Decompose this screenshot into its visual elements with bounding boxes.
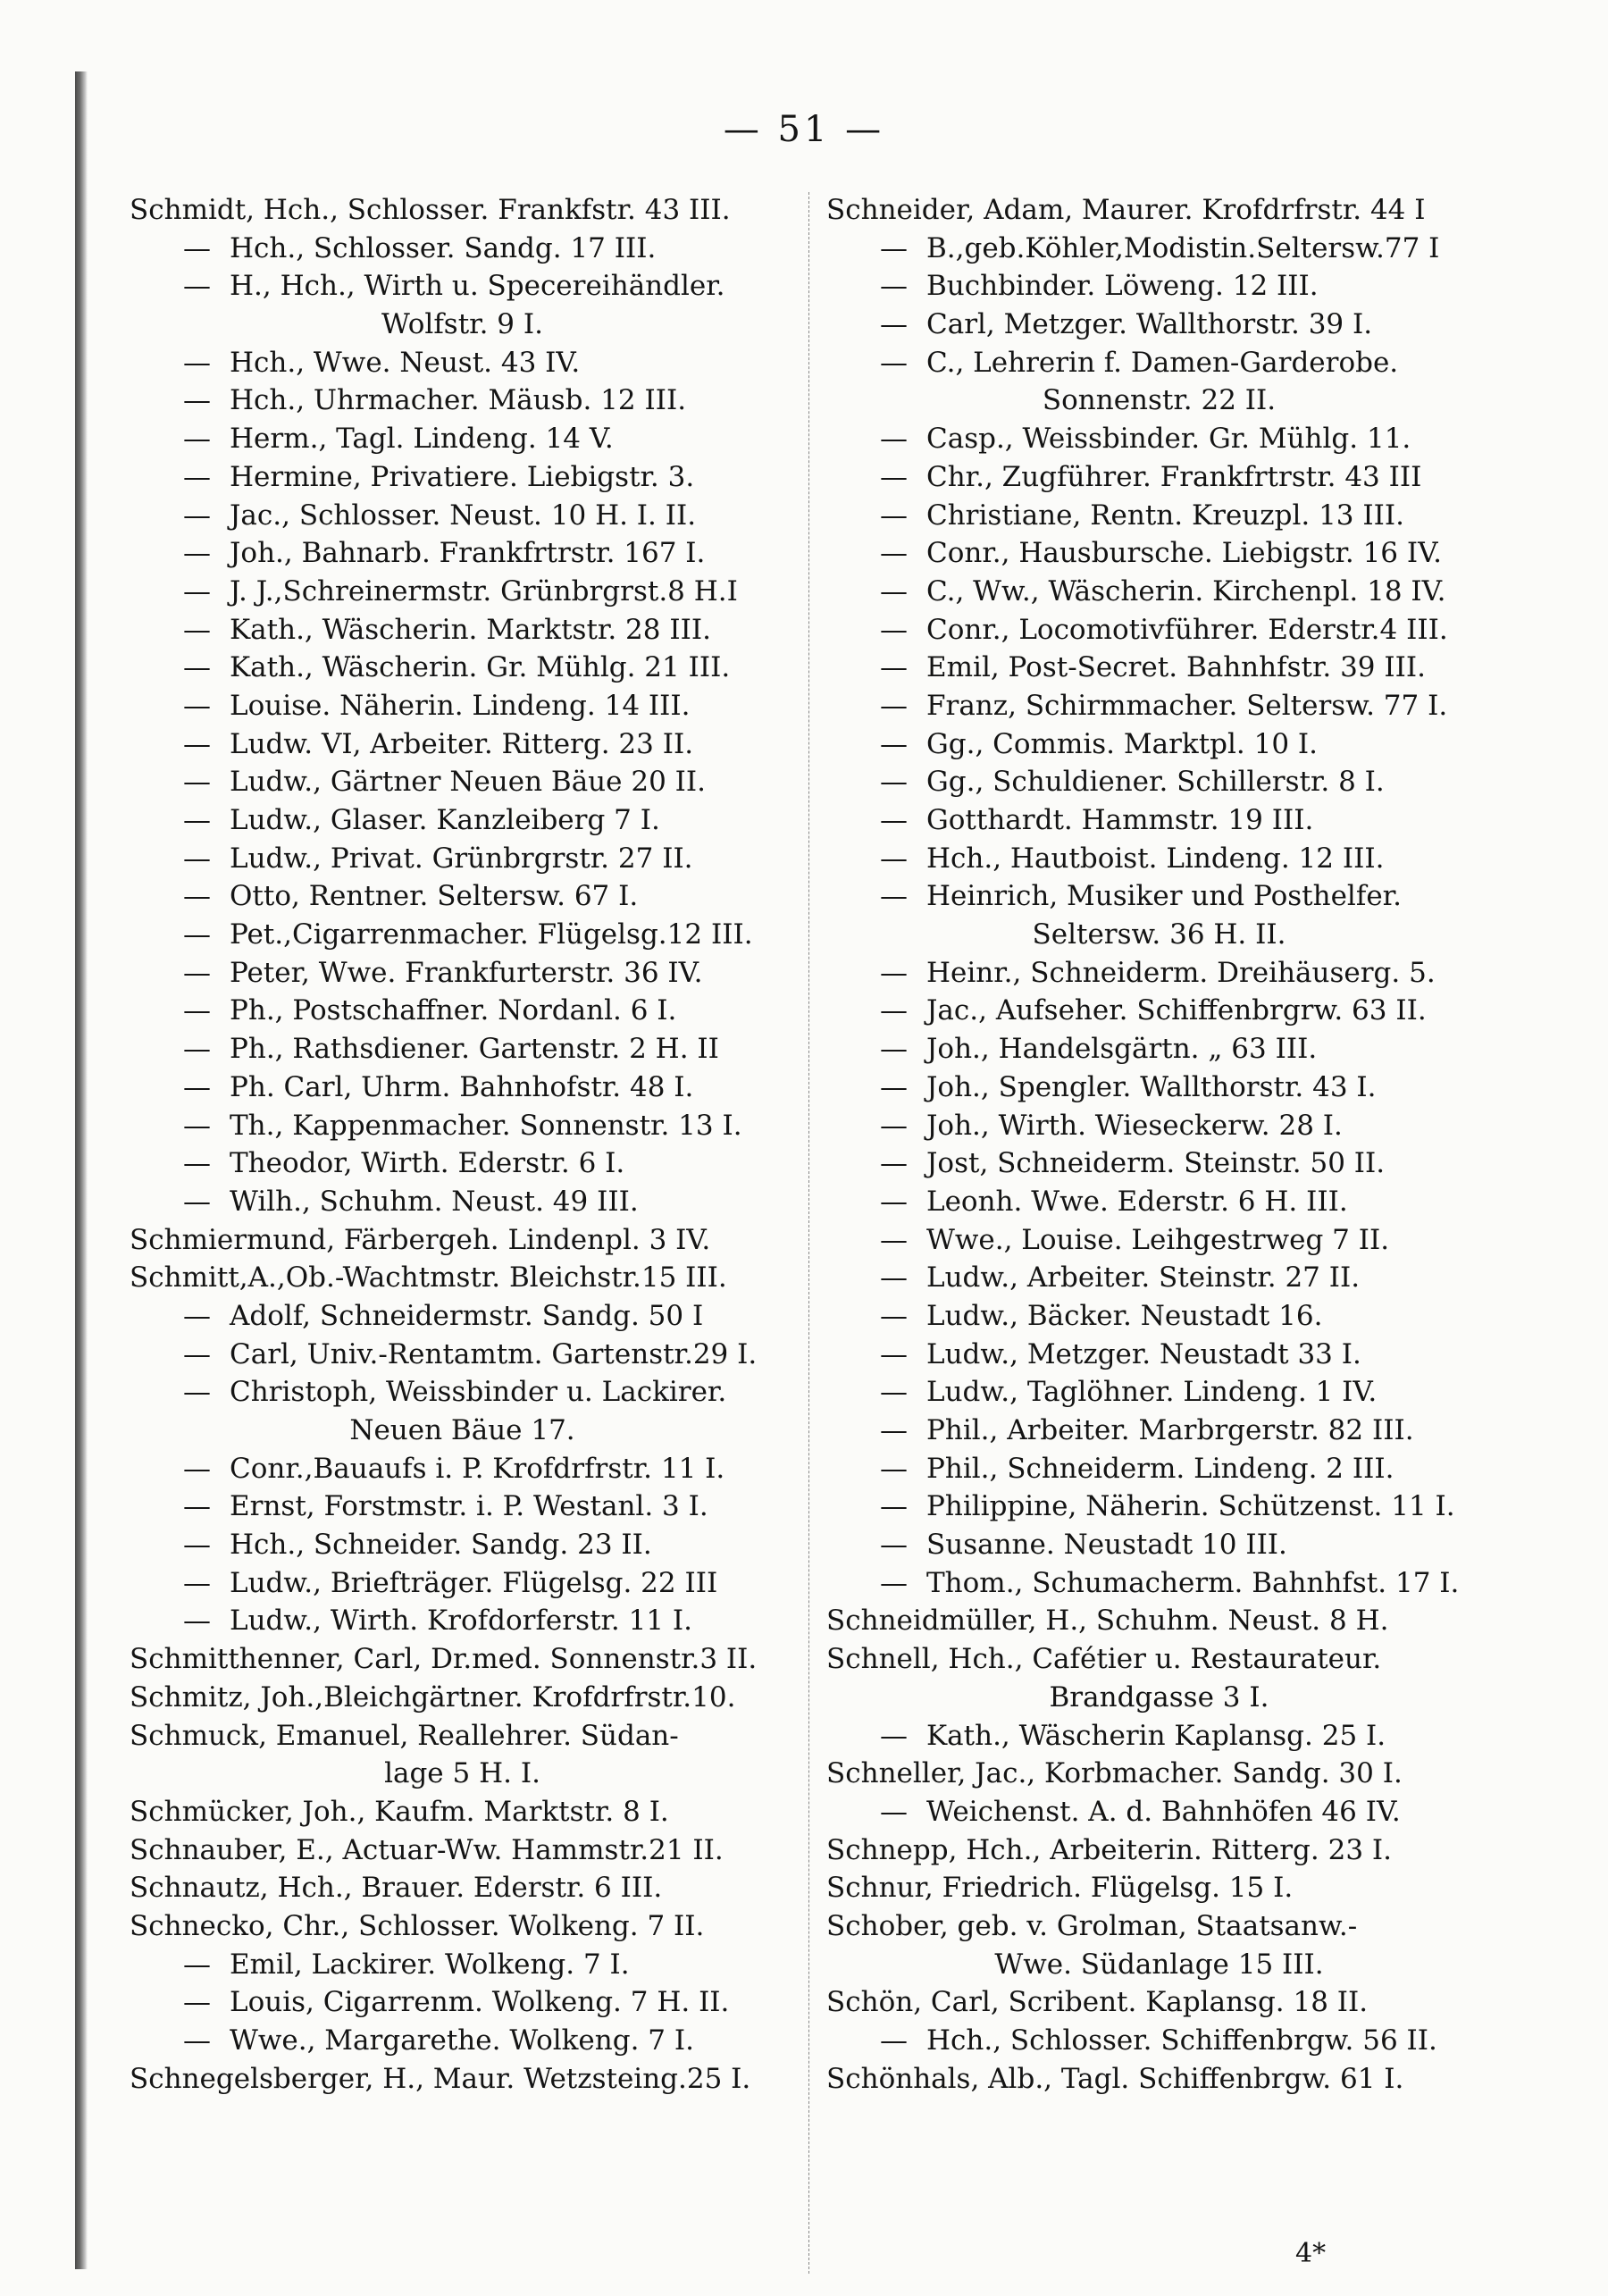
directory-entry bbox=[826, 1831, 1492, 1870]
ditto-dash bbox=[183, 992, 230, 1030]
ditto-dash bbox=[880, 725, 926, 764]
ditto-dash bbox=[183, 1983, 230, 2022]
entry-text: Ludw., Glaser. Kanzleiberg 7 I. bbox=[230, 804, 660, 836]
ditto-dash bbox=[183, 877, 230, 916]
directory-entry bbox=[826, 1907, 1492, 1946]
entry-text: Emil, Post-Secret. Bahnhfstr. 39 III. bbox=[926, 651, 1426, 684]
directory-subentry bbox=[130, 1450, 795, 1488]
ditto-dash bbox=[880, 763, 926, 801]
entry-text: Schneidmüller, H., Schuhm. Neust. 8 H. bbox=[826, 1605, 1389, 1638]
directory-subentry bbox=[826, 534, 1492, 573]
directory-subentry bbox=[826, 1144, 1492, 1183]
entry-text: Joh., Spengler. Wallthorstr. 43 I. bbox=[926, 1070, 1377, 1103]
directory-entry bbox=[130, 1869, 795, 1907]
ditto-dash bbox=[880, 1412, 926, 1450]
entry-text: Conr., Hausbursche. Liebigstr. 16 IV. bbox=[926, 537, 1442, 570]
entry-text: Wwe. Südanlage 15 III. bbox=[994, 1948, 1324, 1981]
ditto-dash bbox=[880, 1526, 926, 1564]
ditto-dash bbox=[183, 458, 230, 497]
ditto-dash bbox=[183, 1030, 230, 1068]
directory-continuation bbox=[826, 1679, 1492, 1717]
directory-subentry bbox=[826, 1221, 1492, 1260]
entry-text: Ph., Rathsdiener. Gartenstr. 2 H. II bbox=[230, 1033, 719, 1066]
entry-text: Schmitz, Joh.,Bleichgärtner. Krofdrfrstr.10. bbox=[130, 1680, 736, 1714]
directory-subentry bbox=[826, 801, 1492, 840]
entry-text: Schober, geb. v. Grolman, Staatsanw.- bbox=[826, 1909, 1358, 1942]
entry-text: Gg., Schuldiener. Schillerstr. 8 I. bbox=[926, 766, 1385, 799]
directory-subentry bbox=[130, 458, 795, 497]
directory-entry bbox=[130, 2060, 795, 2099]
directory-subentry bbox=[826, 725, 1492, 764]
ditto-dash bbox=[183, 687, 230, 725]
directory-subentry bbox=[130, 344, 795, 382]
ditto-dash bbox=[880, 1221, 926, 1260]
ditto-dash bbox=[880, 2022, 926, 2060]
ditto-dash bbox=[880, 954, 926, 993]
entry-text: Franz, Schirmmacher. Seltersw. 77 I. bbox=[926, 689, 1448, 722]
ditto-dash bbox=[183, 1946, 230, 1984]
directory-entry bbox=[130, 1907, 795, 1946]
right-column bbox=[826, 191, 1492, 2098]
ditto-dash bbox=[880, 1793, 926, 1831]
ditto-dash bbox=[183, 381, 230, 420]
directory-subentry bbox=[130, 1487, 795, 1526]
directory-subentry bbox=[130, 1983, 795, 2022]
entry-text: Carl, Metzger. Wallthorstr. 39 I. bbox=[926, 308, 1373, 341]
ditto-dash bbox=[183, 344, 230, 382]
entry-text: Conr.,Bauaufs i. P. Krofdrfrstr. 11 I. bbox=[230, 1452, 725, 1485]
ditto-dash bbox=[183, 1297, 230, 1336]
entry-text: Schnegelsberger, H., Maur. Wetzsteing.25 I. bbox=[130, 2062, 751, 2095]
directory-continuation bbox=[826, 381, 1492, 420]
entry-text: Gg., Commis. Marktpl. 10 I. bbox=[926, 727, 1319, 760]
ditto-dash bbox=[880, 1068, 926, 1107]
entry-text: Hermine, Privatiere. Liebigstr. 3. bbox=[230, 460, 695, 493]
directory-subentry bbox=[130, 725, 795, 764]
directory-subentry bbox=[130, 1373, 795, 1412]
directory-subentry bbox=[826, 1336, 1492, 1374]
directory-subentry bbox=[826, 1107, 1492, 1145]
directory-subentry bbox=[826, 1373, 1492, 1412]
entry-text: Chr., Zugführer. Frankfrtrstr. 43 III bbox=[926, 460, 1422, 493]
entry-text: Peter, Wwe. Frankfurterstr. 36 IV. bbox=[230, 956, 703, 989]
entry-text: Hch., Hautboist. Lindeng. 12 III. bbox=[926, 842, 1385, 875]
ditto-dash bbox=[880, 877, 926, 916]
entry-text: Hch., Wwe. Neust. 43 IV. bbox=[230, 346, 581, 379]
directory-subentry bbox=[826, 1487, 1492, 1526]
entry-text: Ludw., Metzger. Neustadt 33 I. bbox=[926, 1337, 1361, 1370]
directory-subentry bbox=[130, 1602, 795, 1640]
entry-text: Conr., Locomotivführer. Ederstr.4 III. bbox=[926, 613, 1448, 646]
entry-text: Ludw., Gärtner Neuen Bäue 20 II. bbox=[230, 766, 706, 799]
entry-text: Th., Kappenmacher. Sonnenstr. 13 I. bbox=[230, 1109, 742, 1142]
ditto-dash bbox=[880, 1259, 926, 1297]
entry-text: Susanne. Neustadt 10 III. bbox=[926, 1529, 1287, 1562]
directory-entry bbox=[826, 1983, 1492, 2022]
directory-subentry bbox=[130, 1144, 795, 1183]
directory-subentry bbox=[826, 1717, 1492, 1756]
entry-text: Hch., Schlosser. Schiffenbrgw. 56 II. bbox=[926, 2024, 1437, 2057]
entry-text: Gotthardt. Hammstr. 19 III. bbox=[926, 804, 1314, 836]
directory-subentry bbox=[826, 573, 1492, 611]
directory-subentry bbox=[826, 687, 1492, 725]
entry-text: Emil, Lackirer. Wolkeng. 7 I. bbox=[230, 1948, 630, 1981]
directory-subentry bbox=[826, 877, 1492, 916]
directory-subentry bbox=[130, 763, 795, 801]
ditto-dash bbox=[183, 1373, 230, 1412]
entry-text: Ph. Carl, Uhrm. Bahnhofstr. 48 I. bbox=[230, 1070, 694, 1103]
entry-text: Phil., Schneiderm. Lindeng. 2 III. bbox=[926, 1452, 1394, 1485]
ditto-dash bbox=[183, 801, 230, 840]
entry-text: Ludw., Taglöhner. Lindeng. 1 IV. bbox=[926, 1376, 1378, 1409]
directory-subentry bbox=[826, 1793, 1492, 1831]
entry-text: Schönhals, Alb., Tagl. Schiffenbrgw. 61 I. bbox=[826, 2062, 1404, 2095]
entry-text: Carl, Univ.-Rentamtm. Gartenstr.29 I. bbox=[230, 1337, 758, 1370]
directory-subentry bbox=[826, 2022, 1492, 2060]
ditto-dash bbox=[880, 573, 926, 611]
directory-continuation bbox=[130, 1412, 795, 1450]
directory-subentry bbox=[130, 267, 795, 306]
signature-mark: 4* bbox=[1295, 2238, 1327, 2269]
directory-entry bbox=[130, 1640, 795, 1679]
ditto-dash bbox=[183, 573, 230, 611]
directory-subentry bbox=[826, 840, 1492, 878]
ditto-dash bbox=[183, 1144, 230, 1183]
ditto-dash bbox=[880, 344, 926, 382]
directory-subentry bbox=[130, 573, 795, 611]
entry-text: Schmitthenner, Carl, Dr.med. Sonnenstr.3 II. bbox=[130, 1643, 758, 1676]
entry-text: Schnauber, E., Actuar-Ww. Hammstr.21 II. bbox=[130, 1833, 724, 1866]
directory-subentry bbox=[130, 1297, 795, 1336]
directory-subentry bbox=[826, 1564, 1492, 1603]
entry-text: Ludw., Wirth. Krofdorferstr. 11 I. bbox=[230, 1605, 692, 1638]
entry-text: Joh., Handelsgärtn. „ 63 III. bbox=[926, 1033, 1318, 1066]
entry-text: Hch., Schneider. Sandg. 23 II. bbox=[230, 1529, 652, 1562]
entry-text: Kath., Wäscherin Kaplansg. 25 I. bbox=[926, 1719, 1386, 1752]
entry-text: Schmücker, Joh., Kaufm. Marktstr. 8 I. bbox=[130, 1795, 669, 1828]
directory-subentry bbox=[130, 1107, 795, 1145]
directory-entry bbox=[826, 1602, 1492, 1640]
ditto-dash bbox=[880, 1373, 926, 1412]
directory-subentry bbox=[826, 420, 1492, 458]
ditto-dash bbox=[880, 1144, 926, 1183]
entry-text: Heinr., Schneiderm. Dreihäuserg. 5. bbox=[926, 956, 1436, 989]
directory-subentry bbox=[826, 649, 1492, 687]
directory-subentry bbox=[826, 267, 1492, 306]
directory-subentry bbox=[826, 1297, 1492, 1336]
directory-subentry bbox=[826, 1526, 1492, 1564]
entry-text: Heinrich, Musiker und Posthelfer. bbox=[926, 880, 1402, 913]
ditto-dash bbox=[183, 725, 230, 764]
entry-text: Schmidt, Hch., Schlosser. Frankfstr. 43 III. bbox=[130, 194, 731, 226]
directory-entry bbox=[826, 191, 1492, 230]
ditto-dash bbox=[183, 230, 230, 268]
entry-text: Brandgasse 3 I. bbox=[1049, 1680, 1269, 1714]
entry-text: Herm., Tagl. Lindeng. 14 V. bbox=[230, 423, 614, 456]
directory-subentry bbox=[130, 649, 795, 687]
entry-text: Schnecko, Chr., Schlosser. Wolkeng. 7 II. bbox=[130, 1909, 705, 1942]
directory-subentry bbox=[130, 1068, 795, 1107]
directory-subentry bbox=[130, 381, 795, 420]
entry-text: Thom., Schumacherm. Bahnhfst. 17 I. bbox=[926, 1566, 1460, 1599]
directory-entry bbox=[130, 1793, 795, 1831]
directory-continuation bbox=[130, 1755, 795, 1793]
entry-text: Neuen Bäue 17. bbox=[349, 1414, 575, 1446]
entry-text: Ernst, Forstmstr. i. P. Westanl. 3 I. bbox=[230, 1490, 708, 1523]
directory-subentry bbox=[826, 344, 1492, 382]
entry-text: J. J.,Schreinermstr. Grünbrgrst.8 H.I bbox=[230, 574, 738, 608]
entry-text: Schmiermund, Färbergeh. Lindenpl. 3 IV. bbox=[130, 1223, 711, 1256]
ditto-dash bbox=[183, 420, 230, 458]
ditto-dash bbox=[183, 649, 230, 687]
entry-text: Wwe., Margarethe. Wolkeng. 7 I. bbox=[230, 2024, 694, 2057]
ditto-dash bbox=[183, 1526, 230, 1564]
entry-text: Sonnenstr. 22 II. bbox=[1042, 384, 1277, 417]
directory-subentry bbox=[130, 1336, 795, 1374]
entry-text: Weichenst. A. d. Bahnhöfen 46 IV. bbox=[926, 1795, 1401, 1828]
entry-text: Phil., Arbeiter. Marbrgerstr. 82 III. bbox=[926, 1414, 1414, 1446]
entry-text: Hch., Uhrmacher. Mäusb. 12 III. bbox=[230, 384, 687, 417]
entry-text: Casp., Weissbinder. Gr. Mühlg. 11. bbox=[926, 423, 1411, 456]
entry-text: Buchbinder. Löweng. 12 III. bbox=[926, 270, 1319, 303]
directory-entry bbox=[130, 1831, 795, 1870]
entry-text: C., Ww., Wäscherin. Kirchenpl. 18 IV. bbox=[926, 574, 1446, 608]
directory-entry bbox=[826, 1869, 1492, 1907]
directory-entry bbox=[130, 1679, 795, 1717]
directory-subentry bbox=[826, 1412, 1492, 1450]
entry-text: Schnautz, Hch., Brauer. Ederstr. 6 III. bbox=[130, 1872, 663, 1905]
entry-text: Jost, Schneiderm. Steinstr. 50 II. bbox=[926, 1147, 1386, 1180]
entry-text: Ludw., Privat. Grünbrgrstr. 27 II. bbox=[230, 842, 693, 875]
directory-subentry bbox=[130, 1526, 795, 1564]
directory-subentry bbox=[130, 1946, 795, 1984]
ditto-dash bbox=[183, 2022, 230, 2060]
ditto-dash bbox=[183, 1602, 230, 1640]
directory-subentry bbox=[130, 801, 795, 840]
directory-entry bbox=[130, 1259, 795, 1297]
ditto-dash bbox=[880, 1107, 926, 1145]
directory-continuation bbox=[130, 306, 795, 344]
entry-text: Schnell, Hch., Cafétier u. Restaurateur. bbox=[826, 1643, 1382, 1676]
entry-text: Joh., Wirth. Wieseckerw. 28 I. bbox=[926, 1109, 1343, 1142]
entry-text: Seltersw. 36 H. II. bbox=[1032, 918, 1286, 951]
entry-text: Christoph, Weissbinder u. Lackirer. bbox=[230, 1376, 727, 1409]
directory-subentry bbox=[130, 916, 795, 954]
directory-subentry bbox=[130, 611, 795, 649]
directory-subentry bbox=[826, 954, 1492, 993]
directory-subentry bbox=[826, 1450, 1492, 1488]
ditto-dash bbox=[183, 1183, 230, 1221]
entry-text: Christiane, Rentn. Kreuzpl. 13 III. bbox=[926, 499, 1404, 532]
entry-text: Kath., Wäscherin. Marktstr. 28 III. bbox=[230, 613, 711, 646]
entry-text: Ludw., Arbeiter. Steinstr. 27 II. bbox=[926, 1261, 1361, 1295]
directory-subentry bbox=[826, 1259, 1492, 1297]
ditto-dash bbox=[880, 267, 926, 306]
ditto-dash bbox=[183, 954, 230, 993]
directory-subentry bbox=[130, 497, 795, 535]
entry-text: H., Hch., Wirth u. Specereihändler. bbox=[230, 270, 725, 303]
ditto-dash bbox=[880, 687, 926, 725]
directory-entry bbox=[826, 1640, 1492, 1679]
directory-subentry bbox=[130, 877, 795, 916]
left-column bbox=[130, 191, 795, 2098]
ditto-dash bbox=[880, 1336, 926, 1374]
ditto-dash bbox=[880, 306, 926, 344]
directory-subentry bbox=[826, 458, 1492, 497]
directory-subentry bbox=[826, 497, 1492, 535]
directory-entry bbox=[130, 191, 795, 230]
entry-text: Adolf, Schneidermstr. Sandg. 50 I bbox=[230, 1299, 704, 1332]
directory-subentry bbox=[826, 1068, 1492, 1107]
entry-text: Jac., Aufseher. Schiffenbrgrw. 63 II. bbox=[926, 994, 1427, 1027]
directory-subentry bbox=[826, 1030, 1492, 1068]
entry-text: Schmitt,A.,Ob.-Wachtmstr. Bleichstr.15 III. bbox=[130, 1261, 727, 1295]
directory-entry bbox=[130, 1221, 795, 1260]
ditto-dash bbox=[880, 1297, 926, 1336]
entry-text: Schneller, Jac., Korbmacher. Sandg. 30 I. bbox=[826, 1757, 1403, 1790]
ditto-dash bbox=[183, 534, 230, 573]
directory-subentry bbox=[130, 954, 795, 993]
entry-text: Schmuck, Emanuel, Reallehrer. Südan- bbox=[130, 1719, 679, 1752]
directory-entry bbox=[826, 1755, 1492, 1793]
ditto-dash bbox=[183, 1564, 230, 1603]
directory-subentry bbox=[130, 1030, 795, 1068]
entry-text: Wilh., Schuhm. Neust. 49 III. bbox=[230, 1185, 639, 1218]
entry-text: Wolfstr. 9 I. bbox=[381, 308, 543, 341]
directory-subentry bbox=[130, 420, 795, 458]
ditto-dash bbox=[880, 420, 926, 458]
directory-subentry bbox=[130, 992, 795, 1030]
directory-subentry bbox=[130, 1183, 795, 1221]
directory-subentry bbox=[130, 534, 795, 573]
entry-text: C., Lehrerin f. Damen-Garderobe. bbox=[926, 346, 1399, 379]
column-divider bbox=[808, 192, 809, 2274]
directory-entry bbox=[130, 1717, 795, 1756]
directory-subentry bbox=[130, 1564, 795, 1603]
ditto-dash bbox=[880, 1450, 926, 1488]
directory-entry bbox=[826, 2060, 1492, 2099]
entry-text: Schnur, Friedrich. Flügelsg. 15 I. bbox=[826, 1872, 1294, 1905]
ditto-dash bbox=[183, 916, 230, 954]
ditto-dash bbox=[183, 1487, 230, 1526]
directory-continuation bbox=[826, 1946, 1492, 1984]
entry-text: Pet.,Cigarrenmacher. Flügelsg.12 III. bbox=[230, 918, 753, 951]
entry-text: Louise. Näherin. Lindeng. 14 III. bbox=[230, 689, 691, 722]
entry-text: Philippine, Näherin. Schützenst. 11 I. bbox=[926, 1490, 1455, 1523]
ditto-dash bbox=[880, 1183, 926, 1221]
ditto-dash bbox=[183, 267, 230, 306]
entry-text: Kath., Wäscherin. Gr. Mühlg. 21 III. bbox=[230, 651, 731, 684]
ditto-dash bbox=[183, 1107, 230, 1145]
ditto-dash bbox=[880, 840, 926, 878]
ditto-dash bbox=[880, 230, 926, 268]
directory-subentry bbox=[130, 687, 795, 725]
ditto-dash bbox=[183, 1336, 230, 1374]
directory-subentry bbox=[130, 2022, 795, 2060]
entry-text: Otto, Rentner. Seltersw. 67 I. bbox=[230, 880, 639, 913]
entry-text: Schnepp, Hch., Arbeiterin. Ritterg. 23 I. bbox=[826, 1833, 1393, 1866]
entry-text: Joh., Bahnarb. Frankfrtrstr. 167 I. bbox=[230, 537, 706, 570]
directory-subentry bbox=[130, 230, 795, 268]
entry-text: Theodor, Wirth. Ederstr. 6 I. bbox=[230, 1147, 625, 1180]
directory-subentry bbox=[826, 306, 1492, 344]
directory-subentry bbox=[826, 611, 1492, 649]
binding-edge bbox=[75, 71, 88, 2269]
ditto-dash bbox=[880, 1030, 926, 1068]
ditto-dash bbox=[880, 1487, 926, 1526]
ditto-dash bbox=[183, 763, 230, 801]
entry-text: Ludw. VI, Arbeiter. Ritterg. 23 II. bbox=[230, 727, 694, 760]
entry-text: lage 5 H. I. bbox=[384, 1757, 540, 1790]
ditto-dash bbox=[880, 1717, 926, 1756]
ditto-dash bbox=[183, 1450, 230, 1488]
page-number: — 51 — bbox=[723, 109, 885, 150]
ditto-dash bbox=[880, 801, 926, 840]
entry-text: Wwe., Louise. Leihgestrweg 7 II. bbox=[926, 1223, 1390, 1256]
ditto-dash bbox=[880, 1564, 926, 1603]
directory-subentry bbox=[130, 840, 795, 878]
directory-subentry bbox=[826, 1183, 1492, 1221]
directory-subentry bbox=[826, 992, 1492, 1030]
entry-text: Hch., Schlosser. Sandg. 17 III. bbox=[230, 231, 657, 264]
entry-text: Ph., Postschaffner. Nordanl. 6 I. bbox=[230, 994, 677, 1027]
ditto-dash bbox=[183, 840, 230, 878]
ditto-dash bbox=[880, 611, 926, 649]
ditto-dash bbox=[880, 497, 926, 535]
entry-text: Leonh. Wwe. Ederstr. 6 H. III. bbox=[926, 1185, 1348, 1218]
directory-subentry bbox=[826, 763, 1492, 801]
ditto-dash bbox=[880, 992, 926, 1030]
ditto-dash bbox=[880, 458, 926, 497]
entry-text: Schön, Carl, Scribent. Kaplansg. 18 II. bbox=[826, 1986, 1369, 2019]
entry-text: B.,geb.Köhler,Modistin.Seltersw.77 I bbox=[926, 231, 1440, 264]
ditto-dash bbox=[183, 611, 230, 649]
entry-text: Schneider, Adam, Maurer. Krofdrfrstr. 44 I bbox=[826, 194, 1426, 226]
directory-subentry bbox=[826, 230, 1492, 268]
ditto-dash bbox=[183, 497, 230, 535]
entry-text: Louis, Cigarrenm. Wolkeng. 7 H. II. bbox=[230, 1986, 730, 2019]
entry-text: Ludw., Bäcker. Neustadt 16. bbox=[926, 1299, 1323, 1332]
entry-text: Ludw., Briefträger. Flügelsg. 22 III bbox=[230, 1566, 718, 1599]
ditto-dash bbox=[880, 649, 926, 687]
ditto-dash bbox=[183, 1068, 230, 1107]
ditto-dash bbox=[880, 534, 926, 573]
directory-continuation bbox=[826, 916, 1492, 954]
entry-text: Jac., Schlosser. Neust. 10 H. I. II. bbox=[230, 499, 697, 532]
